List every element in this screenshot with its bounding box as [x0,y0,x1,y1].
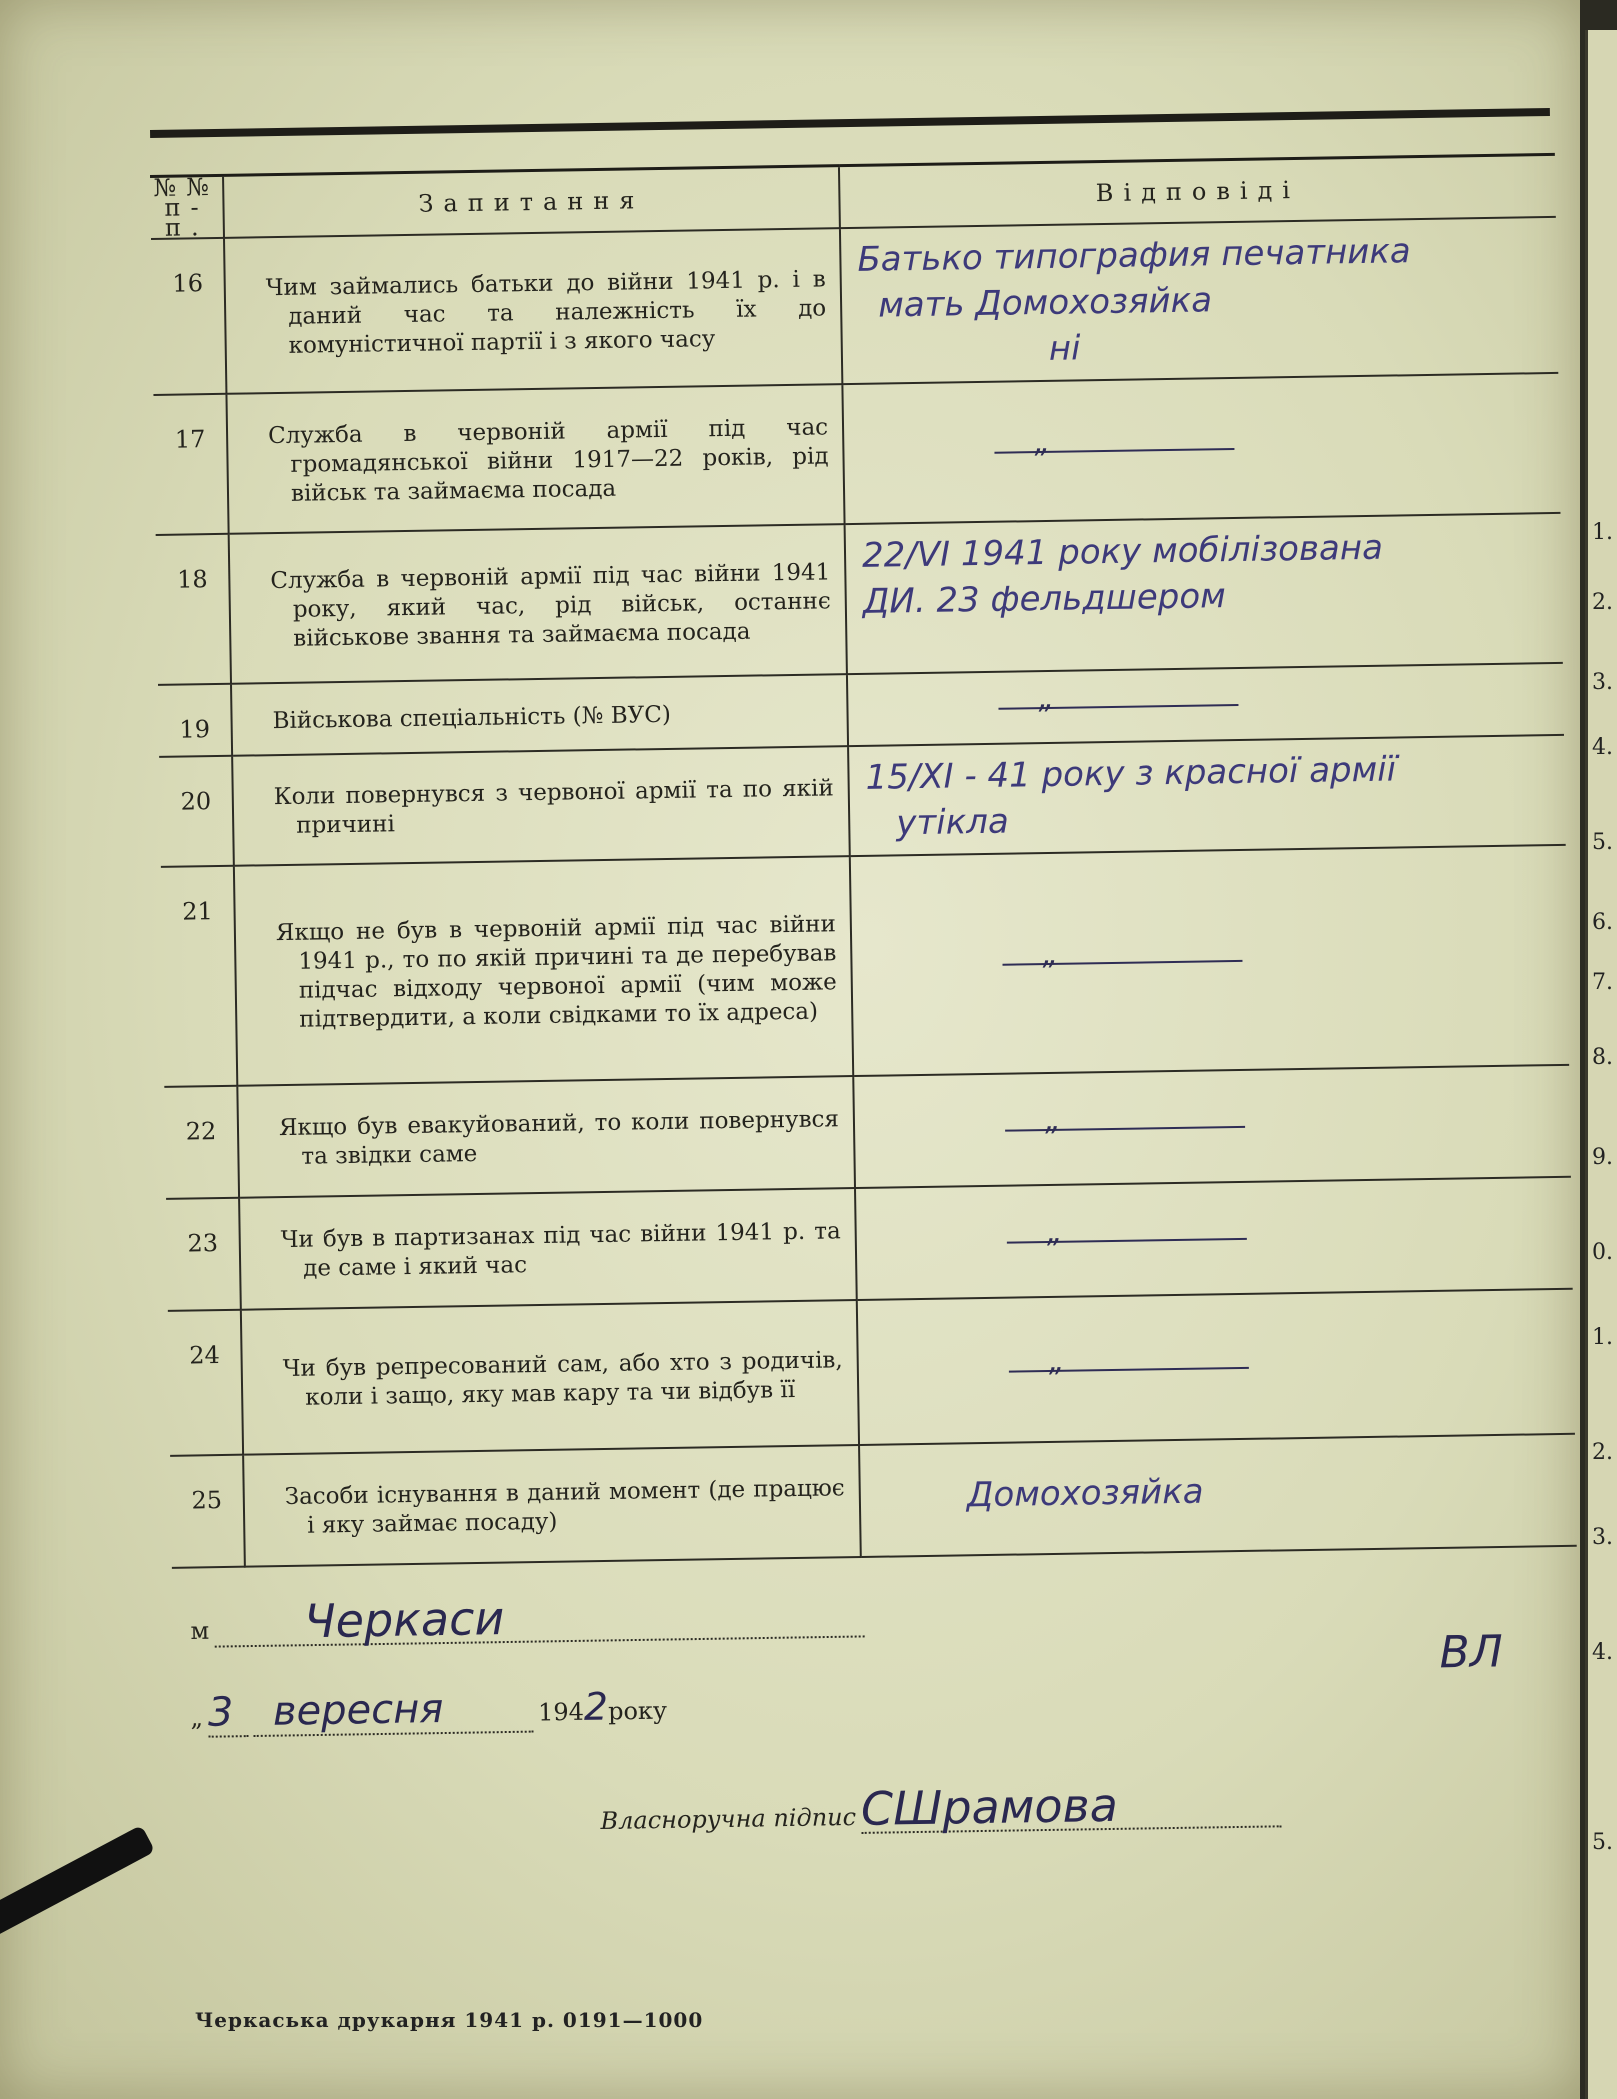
question-text: Коли повернувся з червоної армії та по якій причині [273,775,834,839]
dash-line [998,704,1238,710]
ditto-mark: „ [1034,424,1051,461]
row-number: 19 [158,684,232,757]
row-number: 25 [170,1455,245,1568]
edge-number: 4. [1592,1640,1613,1665]
answer-cell [847,663,1564,746]
question-text: Військова спеціальність (№ ВУС) [272,701,672,734]
handwritten-answer: 15/XI - 41 року з красної армії [865,749,1397,798]
handwritten-answer: Домохозяйка [966,1471,1204,1516]
dash-line [1005,1126,1245,1132]
table-row [170,1434,1577,1568]
question-text: Засоби існування в даний момент (де працює і яку займає посаду) [284,1475,845,1539]
row-number: 20 [159,756,234,867]
question-text: Чи був репресований сам, або хто з родичів, коли і защо, яку мав кару та чи відбув її [282,1346,843,1411]
signature-label: Власноручна підпис [600,1802,857,1835]
question-text: Якщо був евакуйований, то коли повернувся та звідки саме [278,1106,840,1170]
answer-cell [850,845,1569,1076]
ditto-mark: „ [1044,1102,1061,1139]
initials: ВЛ [1439,1626,1504,1679]
row-number: 17 [153,394,228,535]
question-header: Запитання [223,166,840,238]
row-number: 23 [166,1198,241,1311]
edge-number: 8. [1592,1045,1613,1070]
questionnaire-table [150,153,1577,1569]
row-number: 18 [156,534,231,685]
handwritten-answer: ні [1048,328,1081,369]
question-text: Чим займались батьки до війни 1941 р. і в даний час та належність їх до комуністичної партії і з якого часу [265,265,827,359]
row-number: 24 [168,1310,243,1456]
dash-line [994,448,1234,454]
question-text: Служба в червоній армії під час громадянської війни 1917—22 років, рід військ та займаєма посада [267,413,829,507]
answer-cell [857,1289,1575,1445]
dash-line [1007,1238,1247,1244]
table-row [168,1289,1575,1456]
city-handwritten: Черкаси [214,1589,865,1647]
table-row [161,845,1569,1087]
ditto-mark: „ [1038,680,1055,717]
edge-number: 3. [1592,1525,1613,1550]
signature-handwritten: СШрамова [861,1779,1282,1834]
edge-number: 1. [1592,520,1613,545]
question-text: Якщо не був в червоній армії під час війни 1941 р., то по якій причині та де перебував підчас відходу червоної армії (чим може підтвердити, а коли свідками то їх адреса) [275,911,837,1033]
answer-header: Відповіді [839,154,1556,228]
year-printed: 194 [537,1697,585,1727]
dash-line [1009,1366,1249,1372]
table-row [153,373,1560,535]
ditto-mark: „ [1042,936,1059,973]
table-row [156,513,1563,685]
question-text: Чи був в партизанах під час війни 1941 р. та де саме і який час [280,1218,841,1282]
handwritten-answer: 22/VI 1941 року мобілізована [861,527,1384,576]
answer-cell [848,735,1566,856]
printer-line: Черкаська друкарня 1941 р. 0191—1000 [195,2008,704,2032]
answer-cell [845,513,1563,674]
handwritten-answer: Батько типография печатника [857,231,1412,280]
date-day: 3 [208,1689,249,1738]
edge-number: 2. [1592,590,1613,615]
edge-number: 2. [1592,1440,1613,1465]
num-header: №№ п-п. [150,175,224,239]
table-row [151,217,1558,395]
edge-number: 5. [1592,830,1613,855]
year-handwritten: 2 [583,1684,609,1729]
edge-number: 4. [1592,735,1613,760]
edge-number: 9. [1592,1145,1613,1170]
edge-number: 0. [1592,1240,1613,1265]
date-month: вересня [253,1685,534,1737]
date-line [190,1626,1504,1738]
year-suffix: року [607,1696,668,1726]
answer-cell [859,1434,1577,1557]
answer-cell [853,1065,1571,1188]
row-number: 22 [164,1086,239,1199]
table-row [166,1177,1573,1311]
table-row [164,1065,1571,1199]
adjacent-page-edge [1585,30,1617,2099]
question-text: Служба в червоній армії під час війни 1941 року, який час, рід військ, останнє військове звання та займаєма посада [270,558,831,652]
edge-number: 6. [1592,910,1613,935]
handwritten-answer: мать Домохозяйка [877,280,1213,326]
row-number: 21 [161,866,237,1087]
ditto-mark: „ [1046,1214,1063,1251]
answer-cell [840,217,1558,384]
pen-shadow [0,1825,155,1945]
date-open-quote: „ [190,1703,204,1732]
city-line [190,1580,1491,1648]
ditto-mark: „ [1048,1343,1065,1379]
row-number: 16 [151,238,226,395]
answer-cell [842,373,1560,524]
handwritten-answer: ДИ. 23 фельдшером [862,576,1227,622]
handwritten-answer: утікла [895,801,1010,844]
dash-line [1002,960,1242,966]
signature-line [600,1770,1617,1838]
edge-number: 5. [1592,1830,1613,1855]
edge-number: 7. [1592,970,1613,995]
table-row [159,735,1566,867]
edge-number: 3. [1592,670,1613,695]
edge-number: 1. [1592,1325,1613,1350]
city-prefix: м [190,1616,210,1645]
top-rule [150,108,1550,138]
answer-cell [855,1177,1573,1300]
